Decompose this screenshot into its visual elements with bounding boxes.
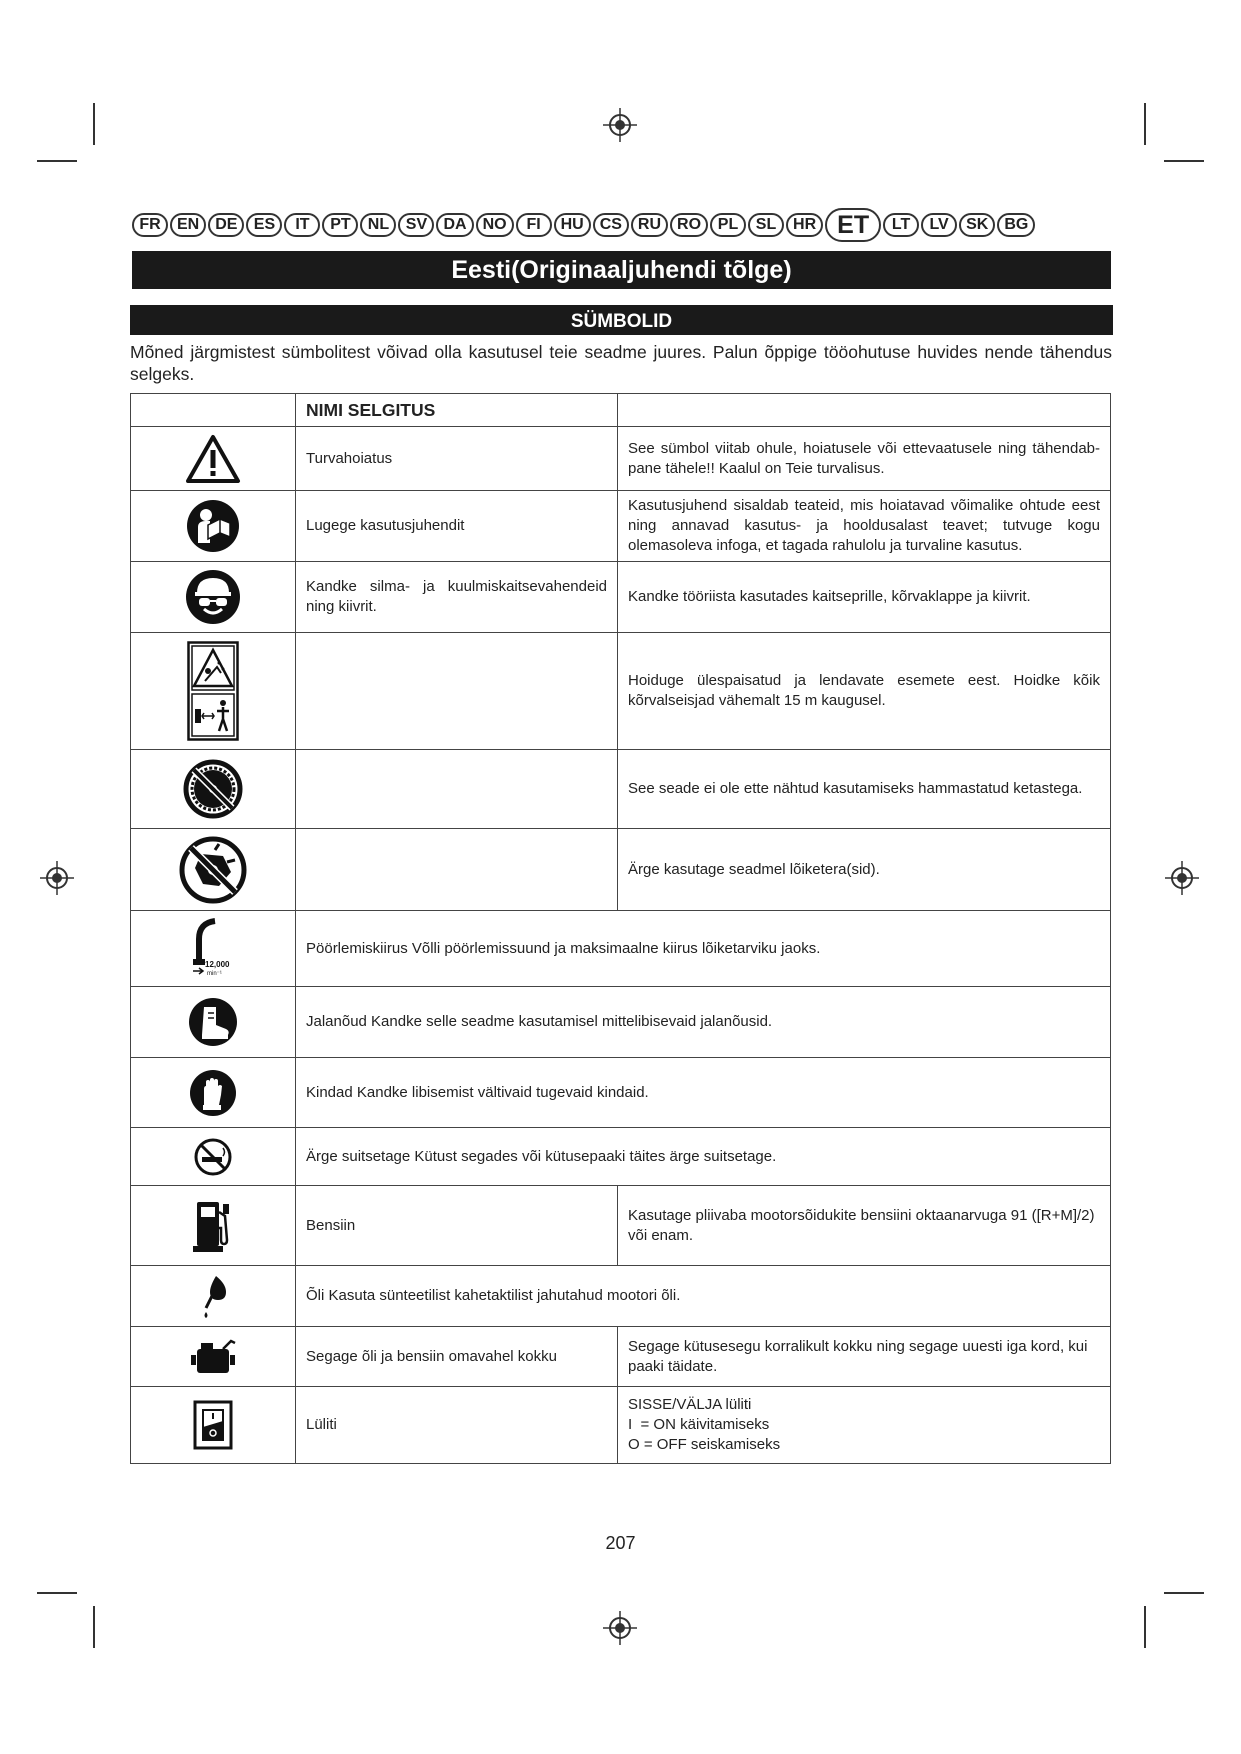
page-number: 207 — [605, 1533, 636, 1553]
no-toothed-blade-icon — [183, 759, 243, 819]
lang-tab: CS — [593, 213, 629, 237]
crop-mark — [37, 160, 77, 162]
symbol-text: Jalanõud Kandke selle seadme kasutamisel mittelibisevaid jalanõusid. — [296, 987, 1111, 1058]
lang-tab: NO — [476, 213, 514, 237]
table-row — [131, 562, 1111, 633]
lang-tab: HR — [786, 213, 823, 237]
symbol-name: Turvahoiatus — [296, 427, 618, 491]
lang-tab: FI — [516, 213, 552, 237]
table-row — [131, 750, 1111, 829]
lang-tab: RO — [670, 213, 708, 237]
lang-tab: SV — [398, 213, 434, 237]
table-row — [131, 1327, 1111, 1387]
symbol-desc: Kasutusjuhend sisaldab teateid, mis hoiatavad võimalike ohtude eest ning annavad kasutus- ja hooldusalast teavet; tutvuge kogu olemasoleva infoga, et tagada rahulolu ja turvaline kasutus. — [618, 491, 1111, 562]
symbol-desc: Kasutage pliivaba mootorsõidukite bensiini oktaanarvuga 91 ([R+M]/2) või enam. — [618, 1186, 1111, 1266]
crop-mark — [1164, 160, 1204, 162]
lang-tab: HU — [554, 213, 591, 237]
symbol-name — [296, 750, 618, 829]
lang-tab: IT — [284, 213, 320, 237]
symbol-name — [296, 829, 618, 911]
intro-paragraph: Mõned järgmistest sümbolitest võivad olla kasutusel teie seadme juures. Palun õppige tööohutuse huvides nende tähendus selgeks. — [130, 342, 1112, 384]
symbol-text: Kindad Kandke libisemist vältivaid tugevaid kindaid. — [296, 1058, 1111, 1128]
table-row — [131, 987, 1111, 1058]
registration-mark-icon — [1165, 861, 1199, 895]
symbols-table — [130, 393, 1111, 1464]
desc-line: I = ON käivitamiseks — [628, 1416, 770, 1433]
rotation-speed-value: 12,000 — [205, 959, 230, 969]
desc-line: O = OFF seiskamiseks — [628, 1436, 781, 1453]
crop-mark — [1144, 1606, 1146, 1648]
symbol-text: Õli Kasuta sünteetilist kahetaktilist jahutahud mootori õli. — [296, 1266, 1111, 1327]
table-header-row — [131, 394, 1111, 427]
symbol-desc: Hoiduge ülespaisatud ja lendavate esemete eest. Hoidke kõik kõrvalseisjad vähemalt 15 m kaugusel. — [618, 633, 1111, 750]
lang-tab: ES — [246, 213, 282, 237]
table-row — [131, 1186, 1111, 1266]
rotation-speed-unit: min⁻¹ — [207, 970, 222, 977]
footwear-icon — [188, 997, 238, 1047]
lang-tab: DA — [436, 213, 473, 237]
symbol-name: Lüliti — [296, 1387, 618, 1464]
symbol-name: Segage õli ja bensiin omavahel kokku — [296, 1327, 618, 1387]
lang-tab: LV — [921, 213, 957, 237]
on-off-switch-icon — [192, 1399, 234, 1451]
table-row — [131, 1058, 1111, 1128]
language-selector — [132, 207, 1112, 243]
registration-mark-icon — [603, 108, 637, 142]
no-smoking-icon — [193, 1137, 233, 1177]
table-row — [131, 491, 1111, 562]
rotation-speed-icon — [185, 917, 241, 981]
read-manual-icon — [186, 499, 240, 553]
section-title: SÜMBOLID — [130, 305, 1113, 335]
crop-mark — [37, 1592, 77, 1594]
symbol-desc: Ärge kasutage seadmel lõiketera(sid). — [618, 829, 1111, 911]
symbol-desc: See seade ei ole ette nähtud kasutamiseks hammastatud ketastega. — [618, 750, 1111, 829]
symbol-name: Lugege kasutusjuhendit — [296, 491, 618, 562]
oil-drop-icon — [196, 1272, 230, 1320]
lang-tab-active: ET — [825, 208, 881, 242]
no-cutting-blade-icon — [179, 836, 247, 904]
lang-tab: BG — [997, 213, 1035, 237]
lang-tab: PL — [710, 213, 746, 237]
crop-mark — [1164, 1592, 1204, 1594]
symbol-text: Ärge suitsetage Kütust segades või kütusepaaki täites ärge suitsetage. — [296, 1128, 1111, 1186]
lang-tab: NL — [360, 213, 396, 237]
table-row — [131, 427, 1111, 491]
crop-mark — [93, 1606, 95, 1648]
lang-tab: SK — [959, 213, 995, 237]
desc-line: SISSE/VÄLJA lüliti — [628, 1396, 752, 1413]
lang-tab: RU — [631, 213, 668, 237]
lang-tab: DE — [208, 213, 244, 237]
lang-tab: EN — [170, 213, 206, 237]
page-title: Eesti(Originaaljuhendi tõlge) — [132, 251, 1111, 289]
lang-tab: FR — [132, 213, 168, 237]
symbol-text: Pöörlemiskiirus Võlli pöörlemissuund ja maksimaalne kiirus lõiketarviku jaoks. — [296, 911, 1111, 987]
table-row — [131, 1266, 1111, 1327]
symbol-desc — [618, 1387, 1111, 1464]
fuel-pump-icon — [193, 1198, 233, 1254]
symbol-name — [296, 633, 618, 750]
symbol-desc: Segage kütusesegu korralikult kokku ning segage uuesti iga kord, kui paaki täidate. — [618, 1327, 1111, 1387]
lang-tab: SL — [748, 213, 784, 237]
flying-objects-distance-icon — [187, 641, 239, 741]
table-row — [131, 1387, 1111, 1464]
table-row — [131, 633, 1111, 750]
gloves-icon — [189, 1069, 237, 1117]
lang-tab: LT — [883, 213, 919, 237]
lang-tab: PT — [322, 213, 358, 237]
protective-gear-icon — [185, 569, 241, 625]
table-row — [131, 1128, 1111, 1186]
table-row — [131, 911, 1111, 987]
registration-mark-icon — [40, 861, 74, 895]
crop-mark — [1144, 103, 1146, 145]
warning-triangle-icon — [185, 434, 241, 484]
symbol-desc: Kandke tööriista kasutades kaitseprille, kõrvaklappe ja kiivrit. — [618, 562, 1111, 633]
column-header: NIMI SELGITUS — [296, 394, 618, 427]
crop-mark — [93, 103, 95, 145]
table-row — [131, 829, 1111, 911]
registration-mark-icon — [603, 1611, 637, 1645]
symbol-name: Bensiin — [296, 1186, 618, 1266]
symbol-name: Kandke silma- ja kuulmiskaitsevahendeid ning kiivrit. — [296, 562, 618, 633]
fuel-mix-can-icon — [187, 1337, 239, 1377]
symbol-desc: See sümbol viitab ohule, hoiatusele või ettevaatusele ning tähendab- pane tähele!! Kaalul on Teie turvalisus. — [618, 427, 1111, 491]
